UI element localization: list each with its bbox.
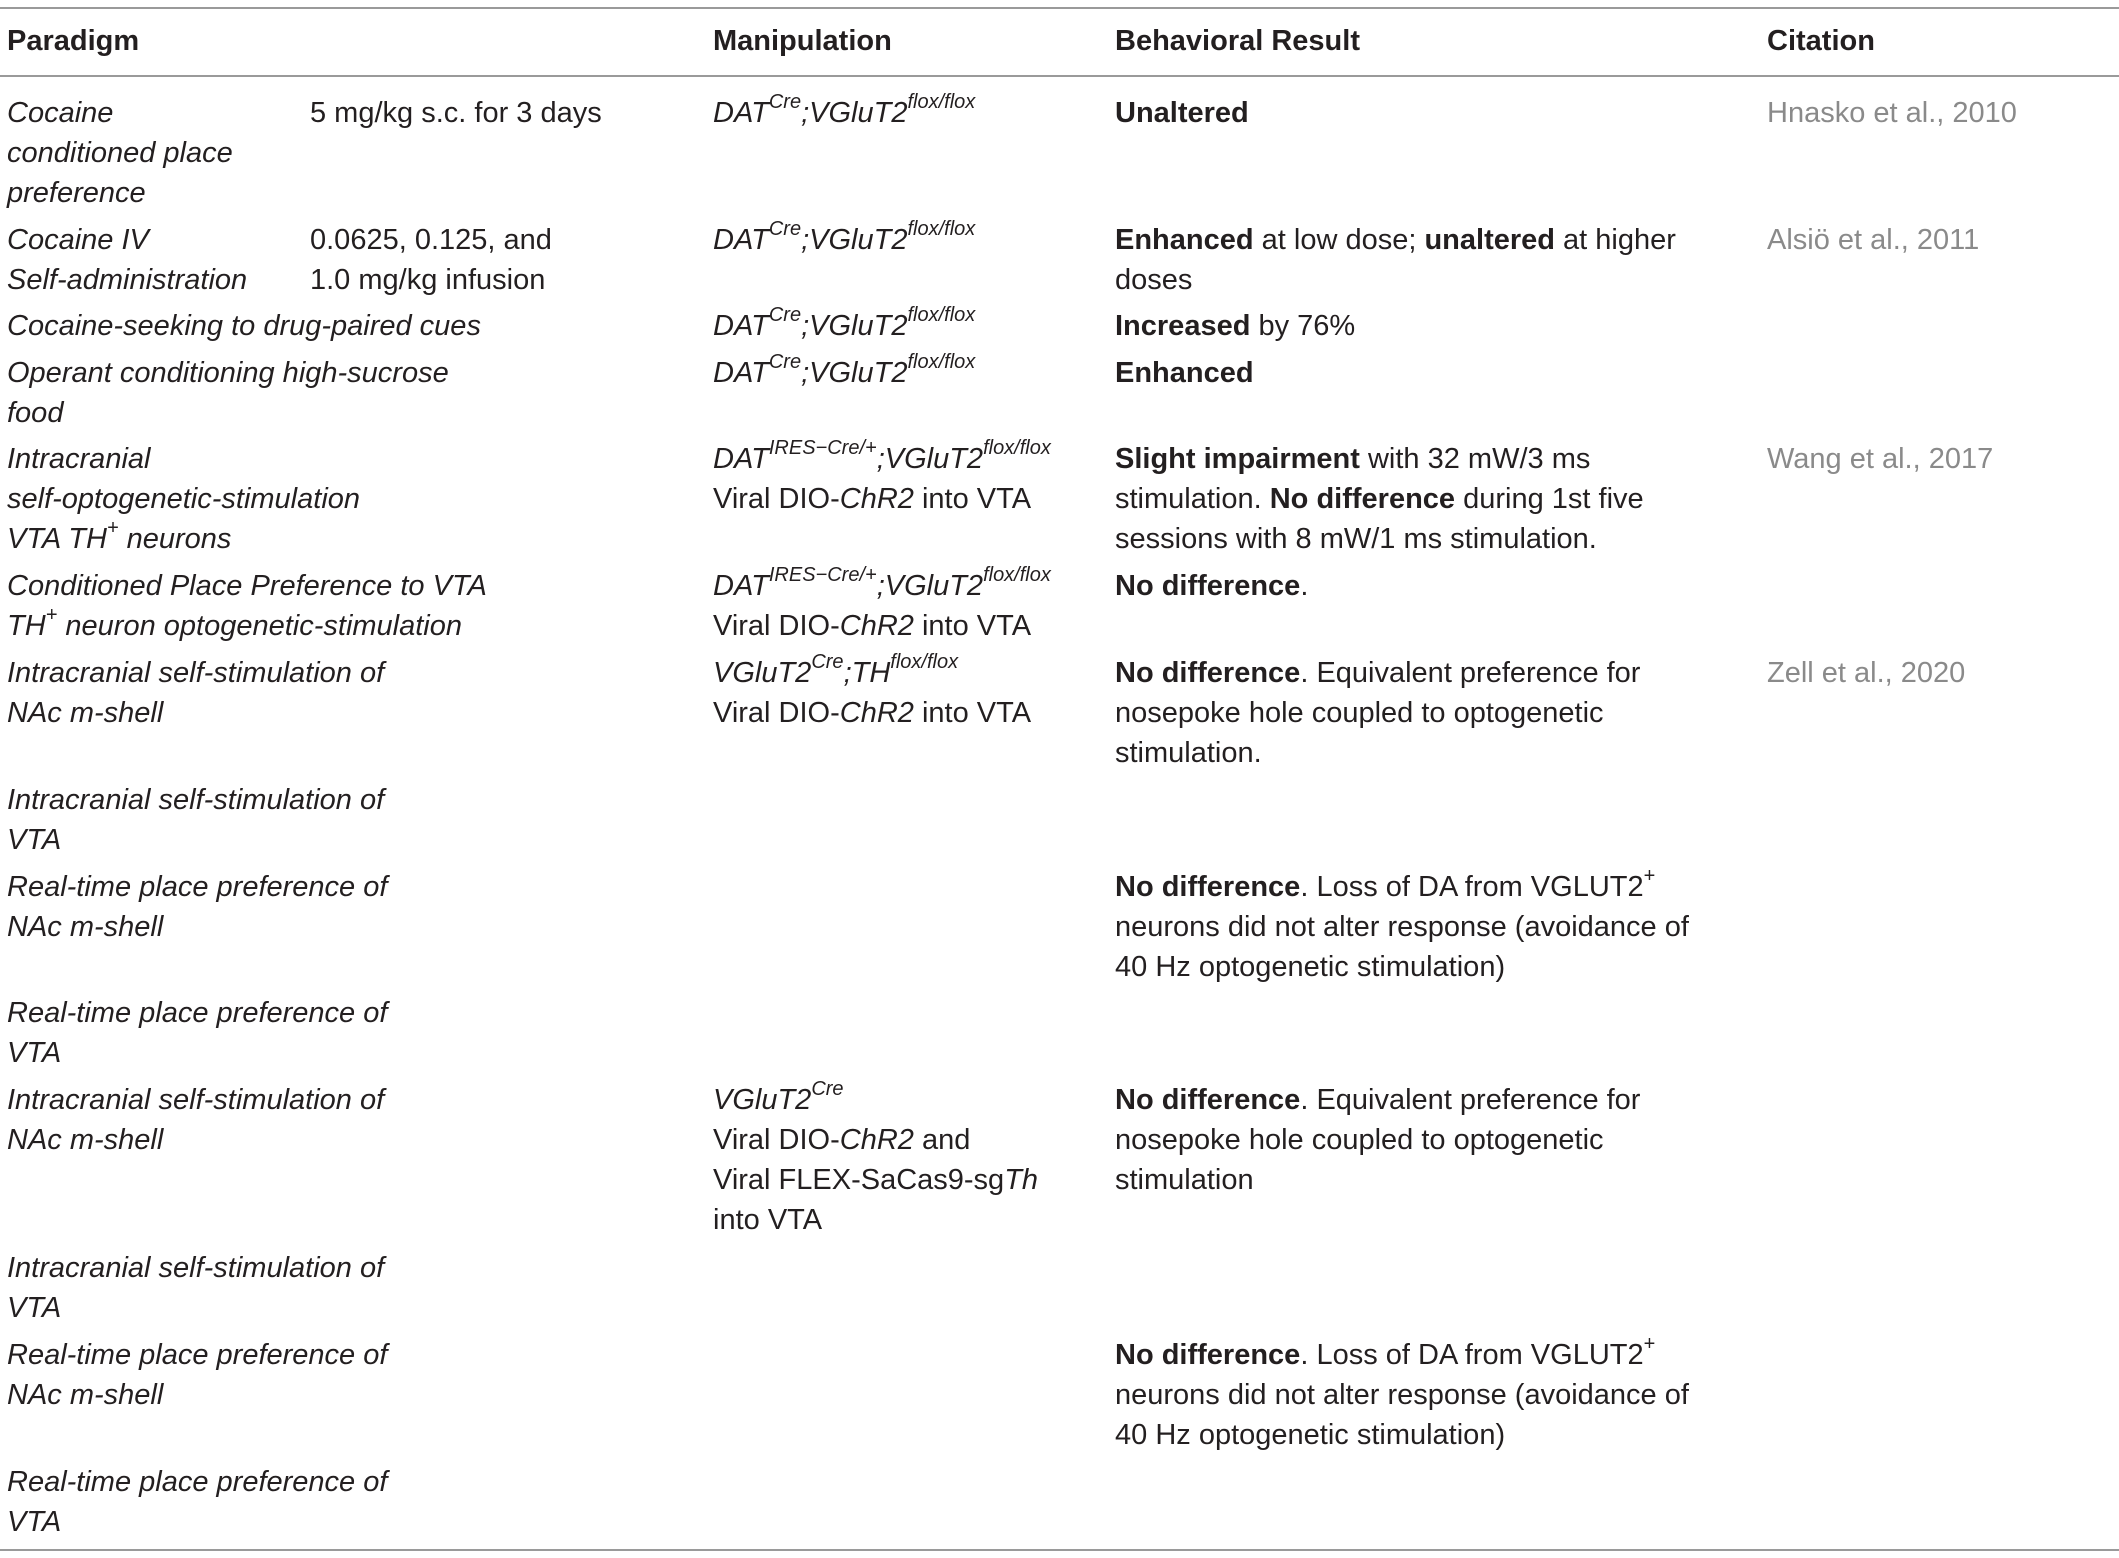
- result-cell: [1115, 867, 1689, 987]
- paradigm-line: Intracranial: [7, 443, 151, 475]
- result-bold: Unaltered: [1115, 97, 1249, 129]
- paradigm-line: Real-time place preference of: [7, 1339, 388, 1371]
- result-cell: [1115, 566, 1308, 606]
- genotype-line: $VGluT2^{Cre}$: [713, 1078, 844, 1116]
- paradigm-line: Real-time place preference of: [7, 871, 388, 903]
- paradigm-cell: [7, 1080, 384, 1160]
- header-citation: Citation: [1767, 25, 1875, 57]
- result-cell: [1115, 1080, 1640, 1200]
- dose-line: 1.0 mg/kg infusion: [310, 264, 546, 296]
- result-line: stimulation. No difference during 1st five: [1115, 483, 1644, 515]
- paradigm-line: Intracranial self-stimulation of: [7, 1084, 385, 1116]
- paradigm-cell: [7, 1462, 387, 1542]
- paradigm-line: food: [7, 397, 64, 429]
- genotype-line: [713, 306, 975, 346]
- genotype-part: ;VGluT2: [801, 224, 908, 256]
- paradigm-line: NAc m-shell: [7, 1379, 164, 1411]
- paradigm-line: self-optogenetic-stimulation: [7, 483, 361, 515]
- viral-line: Viral DIO-ChR2 and: [713, 1124, 971, 1156]
- genotype-line: [713, 439, 1051, 479]
- result-line: stimulation.: [1115, 737, 1262, 769]
- genotype-part: ;VGluT2: [801, 97, 908, 129]
- genotype-sup: Cre: [768, 304, 802, 327]
- paradigm-line: conditioned place: [7, 137, 233, 169]
- result-line: [1115, 220, 1676, 260]
- citation-cell: Alsiö et al., 2011: [1767, 224, 1980, 256]
- paradigm-cell: [7, 653, 384, 733]
- viral-line: Viral DIO-ChR2 into VTA: [713, 483, 1032, 515]
- genotype-sup: flox/flox: [983, 437, 1051, 460]
- genotype-sup: Cre: [768, 351, 802, 374]
- genotype-part: DAT: [713, 224, 769, 256]
- paradigm-line: Real-time place preference of: [7, 997, 388, 1029]
- viral-line: Viral DIO-ChR2 into VTA: [713, 697, 1032, 729]
- paradigm-cell: [7, 439, 360, 559]
- paradigm-line: VTA: [7, 1037, 62, 1069]
- top-rule: [0, 7, 2119, 9]
- genotype-part: DAT: [713, 357, 769, 389]
- genotype-part: DAT: [713, 310, 769, 342]
- result-cell: [1115, 1335, 1689, 1455]
- result-cell: [1115, 439, 1644, 559]
- viral-line: into VTA: [713, 1204, 823, 1236]
- genotype-sup: flox/flox: [907, 218, 976, 241]
- result-line: neurons did not alter response (avoidance of: [1115, 1379, 1689, 1411]
- dose-cell: [310, 93, 602, 133]
- result-line: No difference. Equivalent preference for: [1115, 1084, 1641, 1116]
- genotype-part: ;VGluT2: [876, 443, 984, 475]
- result-line: neurons did not alter response (avoidance of: [1115, 911, 1689, 943]
- paradigm-line: NAc m-shell: [7, 1124, 164, 1156]
- manipulation-cell: [713, 220, 975, 260]
- genotype-line: [713, 220, 975, 260]
- result-line: 40 Hz optogenetic stimulation): [1115, 951, 1506, 983]
- genotype-line: [713, 93, 975, 133]
- paradigm-line: Conditioned Place Preference to VTA: [7, 570, 487, 602]
- paradigm-line: Cocaine-seeking to drug-paired cues: [7, 310, 481, 342]
- genotype-sup: Cre: [768, 91, 802, 114]
- manipulation-cell: [713, 653, 1031, 733]
- result-line: [1115, 306, 1355, 346]
- result-cell: [1115, 653, 1640, 773]
- result-cell: [1115, 353, 1254, 393]
- result-bold: Increased: [1115, 310, 1251, 342]
- genotype-sup: flox/flox: [907, 351, 976, 374]
- result-line: nosepoke hole coupled to optogenetic: [1115, 697, 1604, 729]
- paradigm-line: preference: [7, 177, 146, 209]
- genotype-part: DAT: [713, 443, 769, 475]
- paradigm-cell: [7, 780, 384, 860]
- manipulation-cell: [713, 566, 1051, 646]
- bottom-rule: [0, 1549, 2119, 1551]
- result-line: No difference. Loss of DA from VGLUT2+: [1115, 1333, 1656, 1371]
- genotype-line: $DAT^{IRES-Cre/+};VGluT2^{flox/flox}$: [713, 564, 1051, 602]
- paradigm-cell: [7, 867, 387, 947]
- paradigm-cell: [7, 1335, 387, 1415]
- result-cell: [1115, 306, 1355, 346]
- citation-cell: Wang et al., 2017: [1767, 443, 1994, 475]
- genotype-line: [713, 353, 975, 393]
- paradigm-line: Cocaine IV: [7, 224, 149, 256]
- paradigm-line: Intracranial self-stimulation of: [7, 784, 385, 816]
- genotype-part: DAT: [713, 97, 769, 129]
- paradigm-line: VTA: [7, 1506, 62, 1538]
- manipulation-cell: [713, 353, 975, 393]
- result-bold: Enhanced: [1115, 224, 1254, 256]
- paradigm-cell: [7, 353, 449, 433]
- result-line: Slight impairment with 32 mW/3 ms: [1115, 443, 1591, 475]
- citation-cell: Hnasko et al., 2010: [1767, 97, 2017, 129]
- paradigm-cell: [7, 93, 233, 213]
- paradigm-cell: [7, 220, 247, 300]
- paradigm-line: Real-time place preference of: [7, 1466, 388, 1498]
- paradigm-line: Intracranial self-stimulation of: [7, 1252, 385, 1284]
- header-behavioral-result: Behavioral Result: [1115, 25, 1360, 57]
- paradigm-line: Cocaine: [7, 97, 114, 129]
- result-line: sessions with 8 mW/1 ms stimulation.: [1115, 523, 1597, 555]
- manipulation-cell: [713, 306, 975, 346]
- result-text: at low dose;: [1253, 224, 1425, 256]
- result-line: 40 Hz optogenetic stimulation): [1115, 1419, 1506, 1451]
- genotype-part: ;VGluT2: [801, 357, 908, 389]
- paradigm-line: NAc m-shell: [7, 911, 164, 943]
- genotype-part: ;VGluT2: [801, 310, 908, 342]
- genotype-sup: Cre: [768, 218, 802, 241]
- manipulation-cell: [713, 93, 975, 133]
- result-line: No difference. Loss of DA from VGLUT2+: [1115, 865, 1656, 903]
- dose-cell: [310, 220, 552, 300]
- paradigm-cell: [7, 1248, 384, 1328]
- header-manipulation: Manipulation: [713, 25, 892, 57]
- paradigm-line: VTA: [7, 1292, 62, 1324]
- genotype-line: $VGluT2^{Cre};TH^{flox/flox}$: [713, 651, 959, 689]
- paradigm-line: VTA TH+ neurons: [7, 517, 232, 555]
- result-bold: Enhanced: [1115, 357, 1254, 389]
- result-line: nosepoke hole coupled to optogenetic: [1115, 1124, 1604, 1156]
- paradigm-line: NAc m-shell: [7, 697, 164, 729]
- result-text: by 76%: [1250, 310, 1356, 342]
- viral-line: Viral DIO-ChR2 into VTA: [713, 610, 1032, 642]
- result-bold: unaltered: [1424, 224, 1555, 256]
- result-cell: [1115, 220, 1676, 300]
- header-paradigm: Paradigm: [7, 25, 140, 57]
- genotype-sup: flox/flox: [907, 91, 976, 114]
- paradigm-line: Intracranial self-stimulation of: [7, 657, 385, 689]
- paradigm-line: TH+ neuron optogenetic-stimulation: [7, 604, 462, 642]
- result-cell: [1115, 93, 1249, 133]
- paradigm-cell: [7, 566, 487, 646]
- paradigm-cell: [7, 993, 387, 1073]
- viral-line: Viral FLEX-SaCas9-sgTh: [713, 1164, 1039, 1196]
- genotype-sup: flox/flox: [907, 304, 976, 327]
- result-line: stimulation: [1115, 1164, 1254, 1196]
- result-line: No difference. Equivalent preference for: [1115, 657, 1641, 689]
- paradigm-line: VTA: [7, 824, 62, 856]
- genotype-sup: IRES−Cre/+: [768, 437, 877, 460]
- result-line: doses: [1115, 264, 1193, 296]
- dose-line: 0.0625, 0.125, and: [310, 224, 552, 256]
- paradigm-line: Operant conditioning high-sucrose: [7, 357, 449, 389]
- result-text: at higher: [1555, 224, 1676, 256]
- paradigm-line: Self-administration: [7, 264, 248, 296]
- result-line: No difference.: [1115, 570, 1309, 602]
- dose-line: 5 mg/kg s.c. for 3 days: [310, 97, 602, 129]
- paradigm-cell: [7, 306, 481, 346]
- manipulation-cell: [713, 1080, 1038, 1240]
- manipulation-cell: [713, 439, 1051, 519]
- citation-cell: Zell et al., 2020: [1767, 657, 1966, 689]
- header-rule: [0, 75, 2119, 77]
